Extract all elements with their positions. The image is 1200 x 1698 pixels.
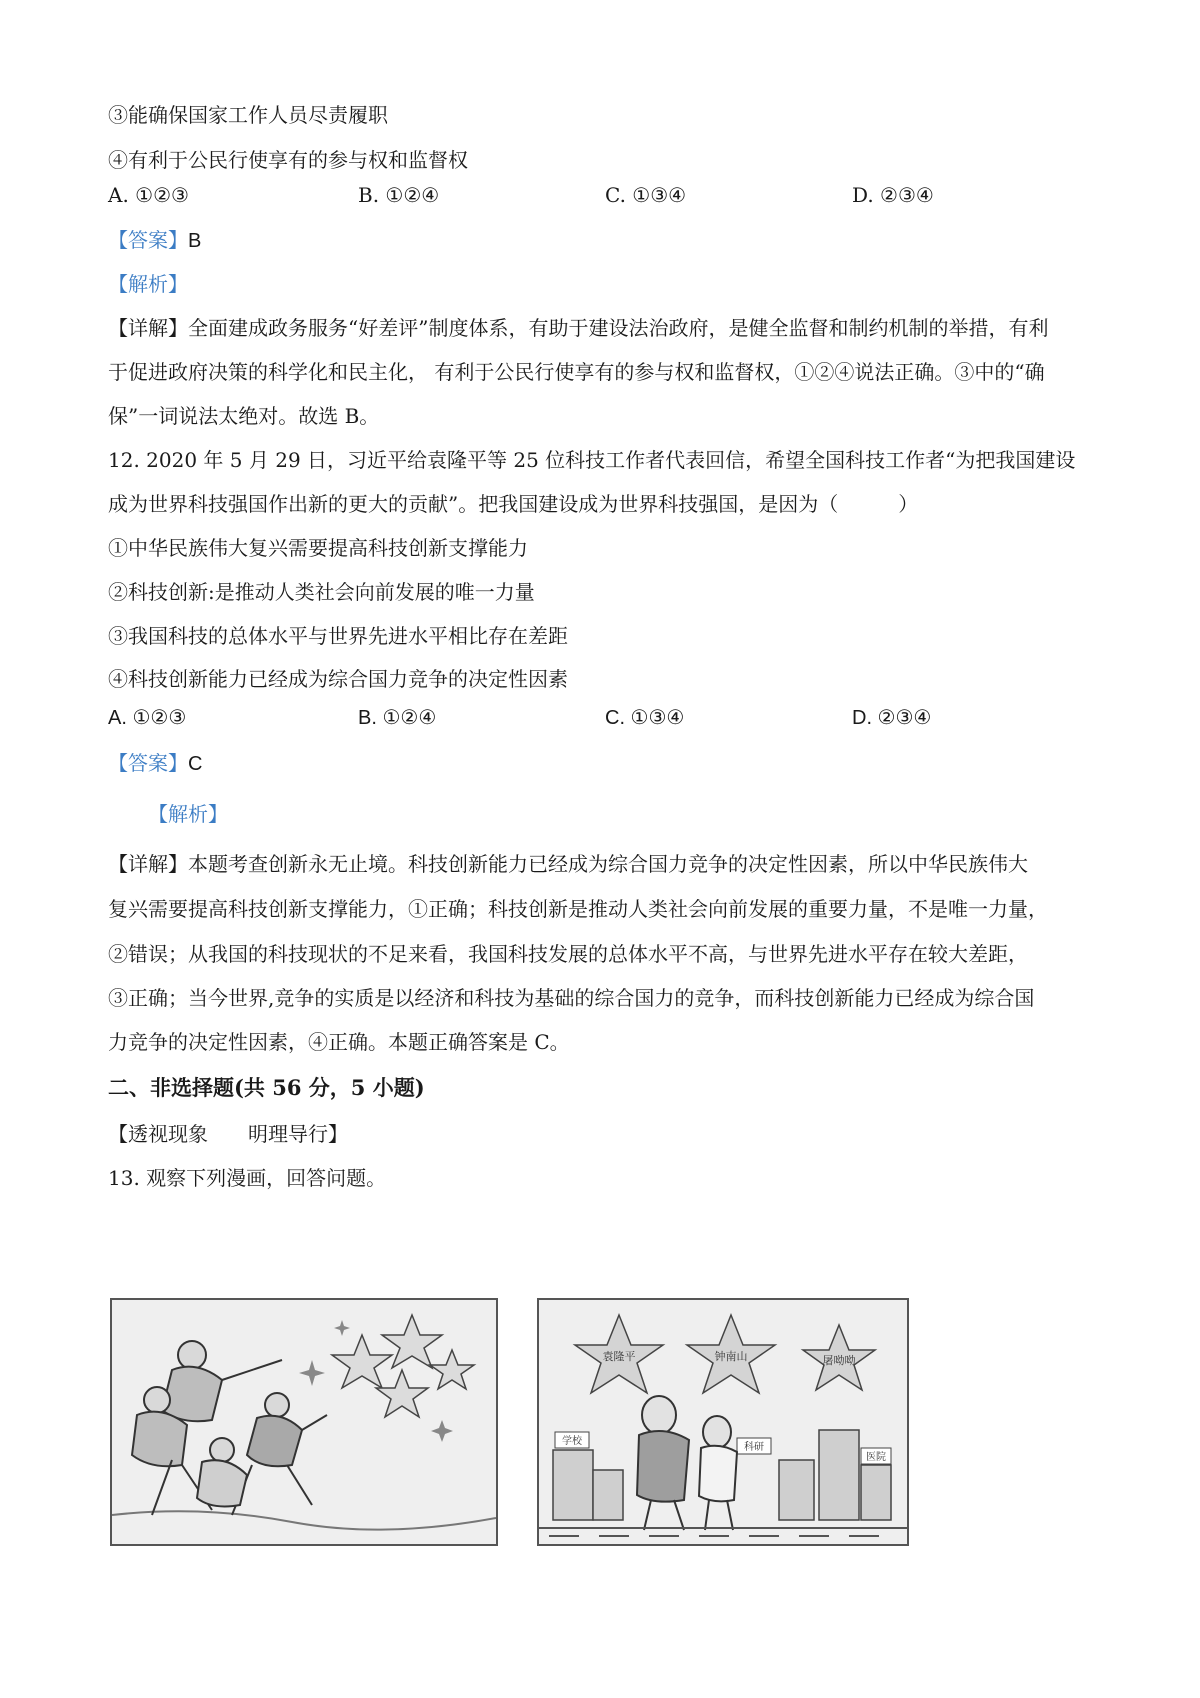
cartoon-left	[110, 1298, 498, 1546]
prev-detail-line-3: 保”一词说法太绝对。故选 B。	[108, 404, 380, 428]
star-label-2: 钟南山	[714, 1350, 748, 1363]
q12-answer	[108, 751, 202, 776]
prev-detail-line-2: 于促进政府决策的科学化和民主化， 有利于公民行使享有的参与权和监督权，①②④说法正确。③中的“确	[108, 360, 1045, 384]
answer-tag: 【答案】	[108, 228, 188, 252]
prev-option-b: B. ①②④	[358, 183, 440, 207]
q12-detail-line-2: 复兴需要提高科技创新支撑能力，①正确；科技创新是推动人类社会向前发展的重要力量，不是唯一力量，	[108, 897, 1048, 921]
sign-hospital: 医院	[866, 1452, 886, 1463]
answer-value: C	[188, 753, 203, 775]
prev-option-a: A. ①②③	[108, 183, 189, 207]
answer-tag: 【答案】	[108, 751, 188, 775]
q12-item-2: ②科技创新:是推动人类社会向前发展的唯一力量	[108, 580, 535, 604]
q12-option-a: A. ①②③	[108, 707, 187, 729]
q12-detail-line-3: ②错误；从我国的科技现状的不足来看，我国科技发展的总体水平不高，与世界先进水平存在较大差距，	[108, 942, 1028, 966]
q12-stem-line-2: 成为世界科技强国作出新的更大的贡献”。把我国建设成为世界科技强国，是因为（ ）	[108, 492, 919, 516]
q12-item-1: ①中华民族伟大复兴需要提高科技创新支撑能力	[108, 536, 528, 560]
q12-detail-line-1	[108, 852, 1028, 876]
section-title: 二、非选择题(共 56 分，5 小题)	[108, 1075, 425, 1100]
sign-research: 科研	[744, 1442, 764, 1453]
q12-option-c: C. ①③④	[605, 707, 685, 729]
section-subtitle: 【透视现象 明理导行】	[108, 1122, 348, 1146]
star-label-3: 屠呦呦	[822, 1354, 856, 1367]
prev-analysis-tag: 【解析】	[108, 272, 188, 296]
prev-answer	[108, 228, 201, 253]
q12-option-d: D. ②③④	[852, 707, 932, 729]
prev-option-d: D. ②③④	[852, 183, 934, 207]
prev-detail-line-1	[108, 316, 1048, 340]
sign-school: 学校	[562, 1436, 582, 1447]
q12-item-3: ③我国科技的总体水平与世界先进水平相比存在差距	[108, 624, 568, 648]
cartoon-right	[537, 1298, 909, 1546]
cartoon-right-drawing	[539, 1300, 907, 1544]
detail-text: 全面建成政务服务“好差评”制度体系，有助于建设法治政府，是健全监督和制约机制的举措，有利	[188, 316, 1049, 340]
q12-stem-line-1: 12. 2020 年 5 月 29 日，习近平给袁隆平等 25 位科技工作者代表回信，希望全国科技工作者“为把我国建设	[108, 448, 1076, 472]
q12-option-b: B. ①②④	[358, 707, 437, 729]
cartoon-left-drawing	[112, 1300, 496, 1544]
q13-stem: 13. 观察下列漫画，回答问题。	[108, 1166, 387, 1190]
star-label-1: 袁隆平	[602, 1350, 636, 1363]
detail-tag: 【详解】	[108, 316, 188, 340]
detail-text: 本题考查创新永无止境。科技创新能力已经成为综合国力竞争的决定性因素，所以中华民族伟大	[188, 852, 1028, 876]
prev-option-c: C. ①③④	[605, 183, 687, 207]
q12-detail-line-5: 力竞争的决定性因素，④正确。本题正确答案是 C。	[108, 1030, 570, 1054]
q12-analysis-tag: 【解析】	[148, 802, 228, 826]
detail-tag: 【详解】	[108, 852, 188, 876]
prev-item-3: ③能确保国家工作人员尽责履职	[108, 103, 388, 127]
q12-detail-line-4: ③正确；当今世界,竞争的实质是以经济和科技为基础的综合国力的竞争，而科技创新能力已经成为综合国	[108, 986, 1035, 1010]
prev-item-4: ④有利于公民行使享有的参与权和监督权	[108, 148, 468, 172]
q12-item-4: ④科技创新能力已经成为综合国力竞争的决定性因素	[108, 667, 568, 691]
answer-value: B	[188, 230, 202, 252]
